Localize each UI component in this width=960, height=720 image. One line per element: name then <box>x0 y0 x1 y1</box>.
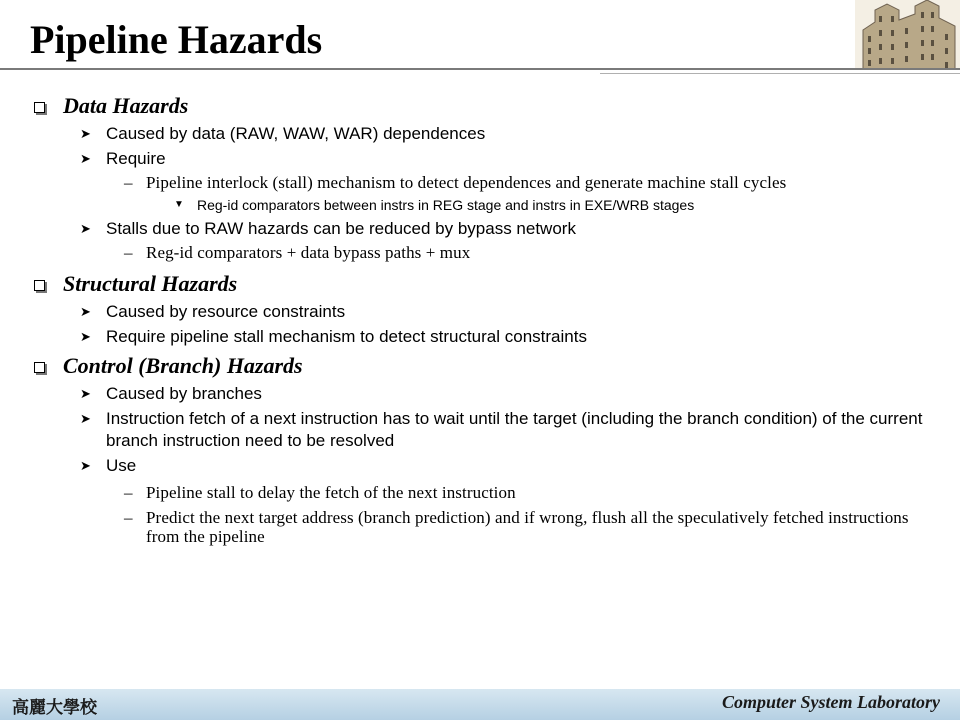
bullet-text: Use <box>106 456 137 475</box>
checkbox-bullet-icon <box>34 362 45 373</box>
title-rule-secondary <box>600 73 960 74</box>
bullet-item <box>34 123 934 145</box>
section-heading-text: Control (Branch) Hazards <box>63 353 303 378</box>
checkbox-bullet-icon <box>34 102 45 113</box>
bullet-item <box>34 218 934 240</box>
bullet-item <box>34 383 934 405</box>
slide-content <box>34 90 934 549</box>
arrow-bullet-icon: ➤ <box>80 329 91 344</box>
dash-bullet-icon: – <box>124 508 133 527</box>
arrow-bullet-icon: ➤ <box>80 151 91 166</box>
section-heading <box>34 352 934 380</box>
bullet-text: Pipeline interlock (stall) mechanism to detect dependences and generate machine stall cycles <box>146 173 787 192</box>
bullet-item <box>34 455 934 477</box>
slide-title: Pipeline Hazards <box>30 17 323 62</box>
bullet-text: Require pipeline stall mechanism to detect structural constraints <box>106 327 587 346</box>
dash-bullet-icon: – <box>124 173 133 192</box>
bullet-text: Caused by data (RAW, WAW, WAR) dependences <box>106 124 486 143</box>
arrow-bullet-icon: ➤ <box>80 458 91 473</box>
university-name: 高麗大學校 <box>12 698 97 718</box>
bullet-text: Pipeline stall to delay the fetch of the next instruction <box>146 483 516 502</box>
footer-band <box>0 689 960 720</box>
university-building-image <box>855 0 960 70</box>
bullet-item <box>34 301 934 323</box>
arrow-bullet-icon: ➤ <box>80 126 91 141</box>
section-heading-text: Data Hazards <box>63 93 189 118</box>
lab-name: Computer System Laboratory <box>721 692 940 712</box>
bullet-text: Predict the next target address (branch prediction) and if wrong, flush all the speculatively fetched instructions from the pipeline <box>146 508 909 546</box>
arrow-bullet-icon: ➤ <box>80 304 91 319</box>
title-rule <box>0 68 960 70</box>
bullet-text: Caused by resource constraints <box>106 302 346 321</box>
section-heading <box>34 92 934 120</box>
bullet-text: Reg-id comparators + data bypass paths + mux <box>146 243 471 262</box>
sub-sub-bullet-item <box>34 195 934 215</box>
dash-bullet-icon: – <box>124 243 133 262</box>
bullet-item <box>34 326 934 348</box>
arrow-bullet-icon: ➤ <box>80 411 91 426</box>
sub-bullet-item <box>34 483 934 502</box>
bullet-item <box>34 408 934 452</box>
section-data-hazards <box>34 92 934 262</box>
arrow-bullet-icon: ➤ <box>80 221 91 236</box>
checkbox-bullet-icon <box>34 280 45 291</box>
bullet-text: Instruction fetch of a next instruction has to wait until the target (including the branch condition) of the current branch instruction need to be resolved <box>106 409 923 450</box>
bullet-text: Reg-id comparators between instrs in REG stage and instrs in EXE/WRB stages <box>197 197 695 213</box>
bullet-text: Stalls due to RAW hazards can be reduced by bypass network <box>106 219 576 238</box>
section-heading-text: Structural Hazards <box>63 271 238 296</box>
bullet-text: Require <box>106 149 166 168</box>
sub-bullet-item <box>34 243 934 262</box>
sub-bullet-item <box>34 173 934 192</box>
dash-bullet-icon: – <box>124 483 133 502</box>
sub-bullet-item <box>34 508 934 546</box>
bullet-text: Caused by branches <box>106 384 262 403</box>
triangle-bullet-icon: ▼ <box>174 199 184 210</box>
arrow-bullet-icon: ➤ <box>80 386 91 401</box>
section-heading <box>34 270 934 298</box>
section-structural-hazards <box>34 270 934 348</box>
section-control-hazards <box>34 352 934 546</box>
bullet-item <box>34 148 934 170</box>
